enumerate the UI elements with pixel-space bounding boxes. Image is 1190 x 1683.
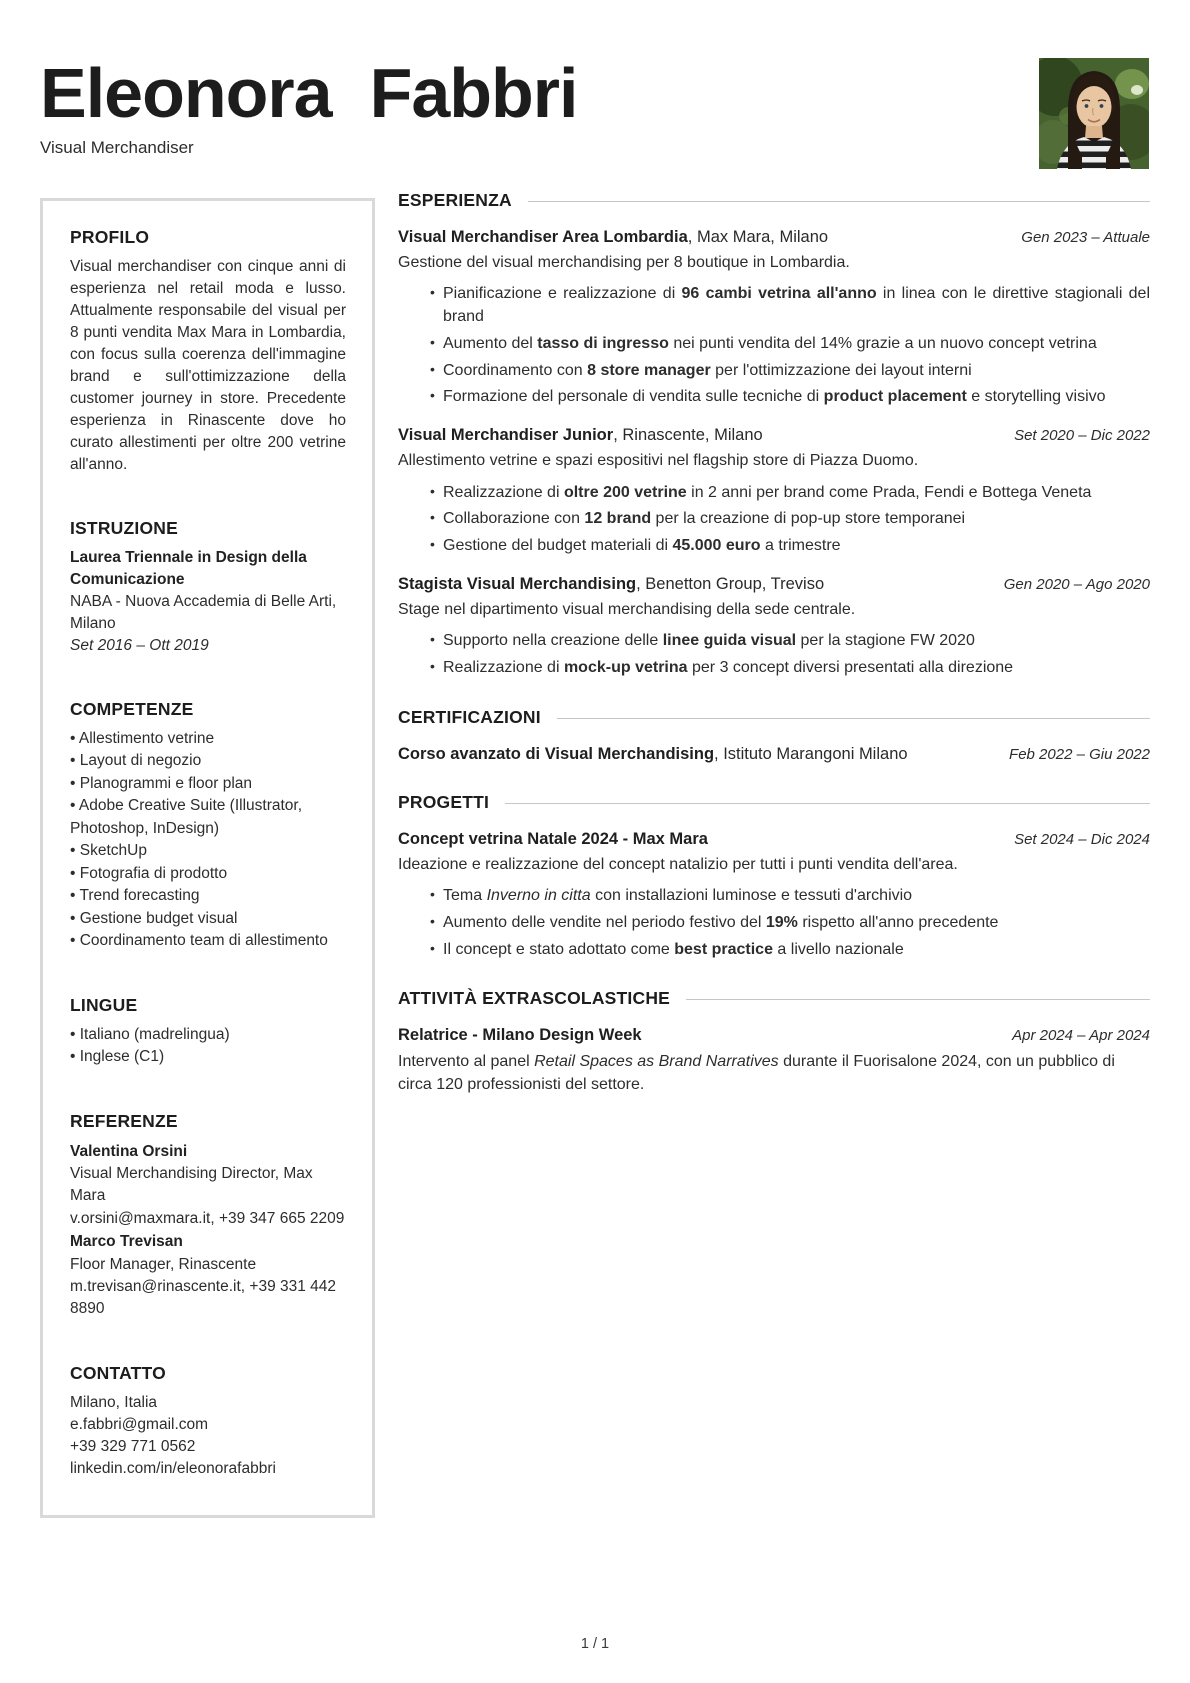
entry-header bbox=[398, 424, 1150, 446]
entry-summary bbox=[398, 449, 1150, 472]
skill-item: • Layout di negozio bbox=[70, 750, 346, 772]
education-school: NABA - Nuova Accademia di Belle Arti, Milano bbox=[70, 593, 337, 632]
skill-item: • Gestione budget visual bbox=[70, 908, 346, 930]
section-heading-row bbox=[398, 792, 1150, 813]
text-segment: e storytelling visivo bbox=[966, 388, 1106, 406]
references-heading: REFERENZE bbox=[70, 1110, 178, 1131]
entry-dates: Gen 2023 – Attuale bbox=[1021, 229, 1150, 246]
text-segment: Intervento al panel bbox=[398, 1052, 535, 1070]
section-heading: PROGETTI bbox=[398, 791, 490, 812]
heading-rule bbox=[686, 999, 1150, 1000]
text-segment: per l'ottimizzazione dei layout interni bbox=[710, 361, 972, 379]
entry-header bbox=[398, 226, 1150, 248]
entry-title bbox=[398, 226, 844, 248]
profile-photo bbox=[1039, 58, 1149, 169]
entry-title-bold: Relatrice - Milano Design Week bbox=[398, 1026, 642, 1045]
text-segment: mock-up vetrina bbox=[563, 658, 688, 676]
education-heading: ISTRUZIONE bbox=[70, 518, 178, 538]
entry-header bbox=[398, 828, 1150, 850]
person-job-title: Visual Merchandiser bbox=[40, 138, 194, 157]
text-segment: Ideazione e realizzazione del concept natalizio per tutti i punti vendita dell'area. bbox=[398, 856, 958, 874]
skill-item: • Adobe Creative Suite (Illustrator, Photoshop, InDesign) bbox=[70, 795, 346, 840]
skill-item: • Allestimento vetrine bbox=[70, 728, 346, 750]
skills-heading: COMPETENZE bbox=[70, 699, 194, 719]
skill-item: • Trend forecasting bbox=[70, 885, 346, 907]
main-sections bbox=[398, 190, 1150, 1123]
text-segment: a livello nazionale bbox=[772, 940, 904, 958]
profile-photo-image bbox=[1039, 58, 1149, 169]
main-section bbox=[398, 707, 1150, 765]
header bbox=[40, 54, 578, 158]
entry-dates: Apr 2024 – Apr 2024 bbox=[1012, 1027, 1150, 1045]
entry bbox=[398, 226, 1150, 409]
entry-title bbox=[398, 743, 924, 765]
text-segment: in 2 anni per brand come Prada, Fendi e Bottega Veneta bbox=[686, 483, 1092, 501]
contact-heading: CONTATTO bbox=[70, 1362, 166, 1383]
entry-bullet bbox=[443, 283, 1150, 328]
main-section bbox=[398, 190, 1150, 680]
skills-list bbox=[70, 728, 346, 953]
entry-title-bold: Visual Merchandiser Junior bbox=[398, 426, 614, 445]
text-segment: Realizzazione di bbox=[443, 658, 564, 676]
person-name: Eleonora Fabbri bbox=[40, 54, 578, 132]
text-segment: 12 brand bbox=[584, 510, 652, 528]
entry bbox=[398, 1024, 1150, 1096]
references-list bbox=[70, 1140, 346, 1321]
text-segment: Realizzazione di bbox=[443, 483, 564, 501]
text-segment: per la stagione FW 2020 bbox=[796, 632, 975, 650]
entry-header bbox=[398, 573, 1150, 595]
text-segment: per 3 concept diversi presentati alla direzione bbox=[687, 658, 1014, 676]
text-segment: Coordinamento con bbox=[443, 361, 588, 379]
text-segment: Formazione del personale di vendita sulle tecniche di bbox=[443, 388, 824, 406]
contact-line: Milano, Italia bbox=[70, 1393, 158, 1411]
entry bbox=[398, 573, 1150, 680]
sidebar-section-education bbox=[70, 518, 346, 657]
entry-bullet bbox=[443, 885, 1150, 908]
text-segment: nei punti vendita del 14% grazie a un nuovo concept vetrina bbox=[668, 334, 1097, 352]
reference-contact: v.orsini@maxmara.it, +39 347 665 2209 bbox=[70, 1209, 345, 1227]
heading-rule bbox=[528, 201, 1150, 202]
text-segment: Aumento delle vendite nel periodo festivo del bbox=[443, 913, 766, 931]
languages-list bbox=[70, 1024, 346, 1069]
reference-contact: m.trevisan@rinascente.it, +39 331 442 8890 bbox=[70, 1278, 337, 1318]
text-segment: 8 store manager bbox=[587, 361, 711, 379]
sidebar-section-skills bbox=[70, 699, 346, 953]
text-segment: linee guida visual bbox=[662, 632, 797, 650]
entry bbox=[398, 828, 1150, 962]
entry-title-bold: Stagista Visual Merchandising bbox=[398, 574, 637, 593]
entry-bullet bbox=[443, 657, 1150, 680]
text-segment: Allestimento vetrine e spazi espositivi nel flagship store di Piazza Duomo. bbox=[398, 452, 919, 470]
text-segment: Collaborazione con bbox=[443, 510, 585, 528]
entry-bullet bbox=[443, 508, 1150, 531]
contact-line: linkedin.com/in/eleonorafabbri bbox=[70, 1459, 276, 1477]
entry-summary bbox=[398, 251, 1150, 274]
text-segment: product placement bbox=[823, 388, 967, 406]
contact-list bbox=[70, 1392, 346, 1480]
reference-name: Marco Trevisan bbox=[70, 1233, 183, 1251]
text-segment: oltre 200 vetrine bbox=[563, 483, 687, 501]
reference-entry bbox=[70, 1140, 346, 1231]
text-segment: per la creazione di pop-up store temporanei bbox=[651, 510, 966, 528]
entry-bullet-list bbox=[398, 630, 1150, 679]
text-segment: Stage nel dipartimento visual merchandising della sede centrale. bbox=[398, 600, 856, 618]
text-segment: Il concept e stato adottato come bbox=[443, 940, 675, 958]
entry-title bbox=[398, 828, 724, 850]
text-segment: 45.000 euro bbox=[672, 536, 761, 554]
entry-dates: Set 2020 – Dic 2022 bbox=[1014, 427, 1150, 445]
entry-summary bbox=[398, 598, 1150, 621]
entry-bullet bbox=[443, 333, 1150, 356]
entry bbox=[398, 743, 1150, 765]
entry-summary bbox=[398, 853, 1150, 876]
language-item: • Inglese (C1) bbox=[70, 1046, 346, 1068]
entry-bullet bbox=[443, 386, 1150, 409]
entry-bullet bbox=[443, 360, 1150, 383]
entry-title bbox=[398, 573, 840, 595]
profile-text: Visual merchandiser con cinque anni di esperienza nel retail moda e lusso. Attualmente responsabile del visual per 8 punti vendita Max Mara in Lombardia, con focus sulla coerenza dell'immagine brand e sull'ottimizzazione della customer journey in store. Precedente esperienza in Rinascente dove ho curato allestimenti per oltre 200 vetrine all'anno. bbox=[70, 258, 346, 473]
entry-bullet bbox=[443, 535, 1150, 558]
profile-heading: PROFILO bbox=[70, 227, 150, 247]
entry-title bbox=[398, 1024, 658, 1046]
text-segment: con installazioni luminose e tessuti d'archivio bbox=[590, 887, 913, 905]
entry-bullet bbox=[443, 630, 1150, 653]
text-segment: 19% bbox=[765, 913, 798, 931]
section-heading: CERTIFICAZIONI bbox=[398, 706, 541, 727]
education-dates: Set 2016 – Ott 2019 bbox=[70, 637, 209, 654]
text-segment: Gestione del visual merchandising per 8 boutique in Lombardia. bbox=[398, 254, 850, 272]
text-segment: Inverno in citta bbox=[486, 887, 591, 905]
text-segment: Pianificazione e realizzazione di bbox=[443, 285, 682, 303]
reference-role: Visual Merchandising Director, Max Mara bbox=[70, 1164, 313, 1205]
text-segment: best practice bbox=[674, 940, 773, 958]
entry-title-rest: , Benetton Group, Treviso bbox=[636, 574, 825, 593]
skill-item: • Fotografia di prodotto bbox=[70, 863, 346, 885]
skill-item: • Coordinamento team di allestimento bbox=[70, 930, 346, 952]
skill-item: • Planogrammi e floor plan bbox=[70, 773, 346, 795]
entry-bullet bbox=[443, 939, 1150, 962]
entry-dates: Set 2024 – Dic 2024 bbox=[1014, 830, 1150, 848]
entry-dates: Feb 2022 – Giu 2022 bbox=[1009, 745, 1150, 763]
contact-line: e.fabbri@gmail.com bbox=[70, 1415, 209, 1433]
entry-title bbox=[398, 424, 779, 446]
entry bbox=[398, 424, 1150, 558]
text-segment: tasso di ingresso bbox=[537, 334, 669, 352]
skill-item: • SketchUp bbox=[70, 840, 346, 862]
section-heading-row bbox=[398, 190, 1150, 211]
sidebar-section-contact bbox=[70, 1363, 346, 1480]
text-segment: rispetto all'anno precedente bbox=[797, 913, 999, 931]
section-heading-row bbox=[398, 988, 1150, 1009]
sidebar bbox=[40, 198, 375, 1518]
text-segment: Tema bbox=[443, 887, 487, 905]
reference-role: Floor Manager, Rinascente bbox=[70, 1255, 257, 1273]
text-segment: durante il Fuorisalone 2024, con un pubblico di circa 120 professionisti del settore. bbox=[398, 1052, 1115, 1093]
text-segment: Retail Spaces as Brand Narratives bbox=[534, 1052, 779, 1070]
heading-rule bbox=[505, 803, 1150, 804]
text-segment: 96 cambi vetrina all'anno bbox=[681, 285, 877, 303]
section-heading: ESPERIENZA bbox=[398, 190, 512, 210]
sidebar-section-profile bbox=[70, 227, 346, 476]
reference-name: Valentina Orsini bbox=[70, 1142, 188, 1160]
section-heading: ATTIVITÀ EXTRASCOLASTICHE bbox=[398, 988, 671, 1009]
entry-bullet bbox=[443, 912, 1150, 935]
sidebar-section-languages bbox=[70, 995, 346, 1069]
entry-header bbox=[398, 1024, 1150, 1046]
entry-title-rest: , Max Mara, Milano bbox=[687, 228, 829, 246]
text-segment: a trimestre bbox=[760, 536, 841, 554]
entry-title-bold: Corso avanzato di Visual Merchandising bbox=[398, 744, 715, 763]
contact-line: +39 329 771 0562 bbox=[70, 1437, 196, 1455]
page-number: 1 / 1 bbox=[580, 1636, 610, 1652]
entry-bullet-list bbox=[398, 482, 1150, 558]
text-segment: Gestione del budget materiali di bbox=[443, 536, 673, 554]
entry-bullet-list bbox=[398, 885, 1150, 961]
entry-title-rest: , Rinascente, Milano bbox=[613, 426, 763, 445]
heading-rule bbox=[557, 718, 1150, 719]
section-heading-row bbox=[398, 707, 1150, 728]
main-section bbox=[398, 792, 1150, 962]
main-section bbox=[398, 988, 1150, 1096]
entry-title-bold: Visual Merchandiser Area Lombardia bbox=[398, 228, 688, 246]
text-segment: in linea con le direttive stagionali del brand bbox=[443, 285, 1150, 326]
entry-dates: Gen 2020 – Ago 2020 bbox=[1003, 575, 1150, 593]
entry-title-rest: , Istituto Marangoni Milano bbox=[714, 744, 908, 763]
language-item: • Italiano (madrelingua) bbox=[70, 1024, 346, 1046]
reference-entry bbox=[70, 1230, 346, 1321]
text-segment: Supporto nella creazione delle bbox=[443, 632, 663, 650]
entry-header bbox=[398, 743, 1150, 765]
entry-summary bbox=[398, 1050, 1150, 1096]
entry-title-bold: Concept vetrina Natale 2024 - Max Mara bbox=[398, 829, 708, 848]
text-segment: Aumento del bbox=[443, 334, 538, 352]
languages-heading: LINGUE bbox=[70, 994, 138, 1015]
education-degree: Laurea Triennale in Design della Comunicazione bbox=[70, 549, 307, 588]
entry-bullet bbox=[443, 482, 1150, 505]
sidebar-section-references bbox=[70, 1111, 346, 1321]
entry-bullet-list bbox=[398, 283, 1150, 409]
